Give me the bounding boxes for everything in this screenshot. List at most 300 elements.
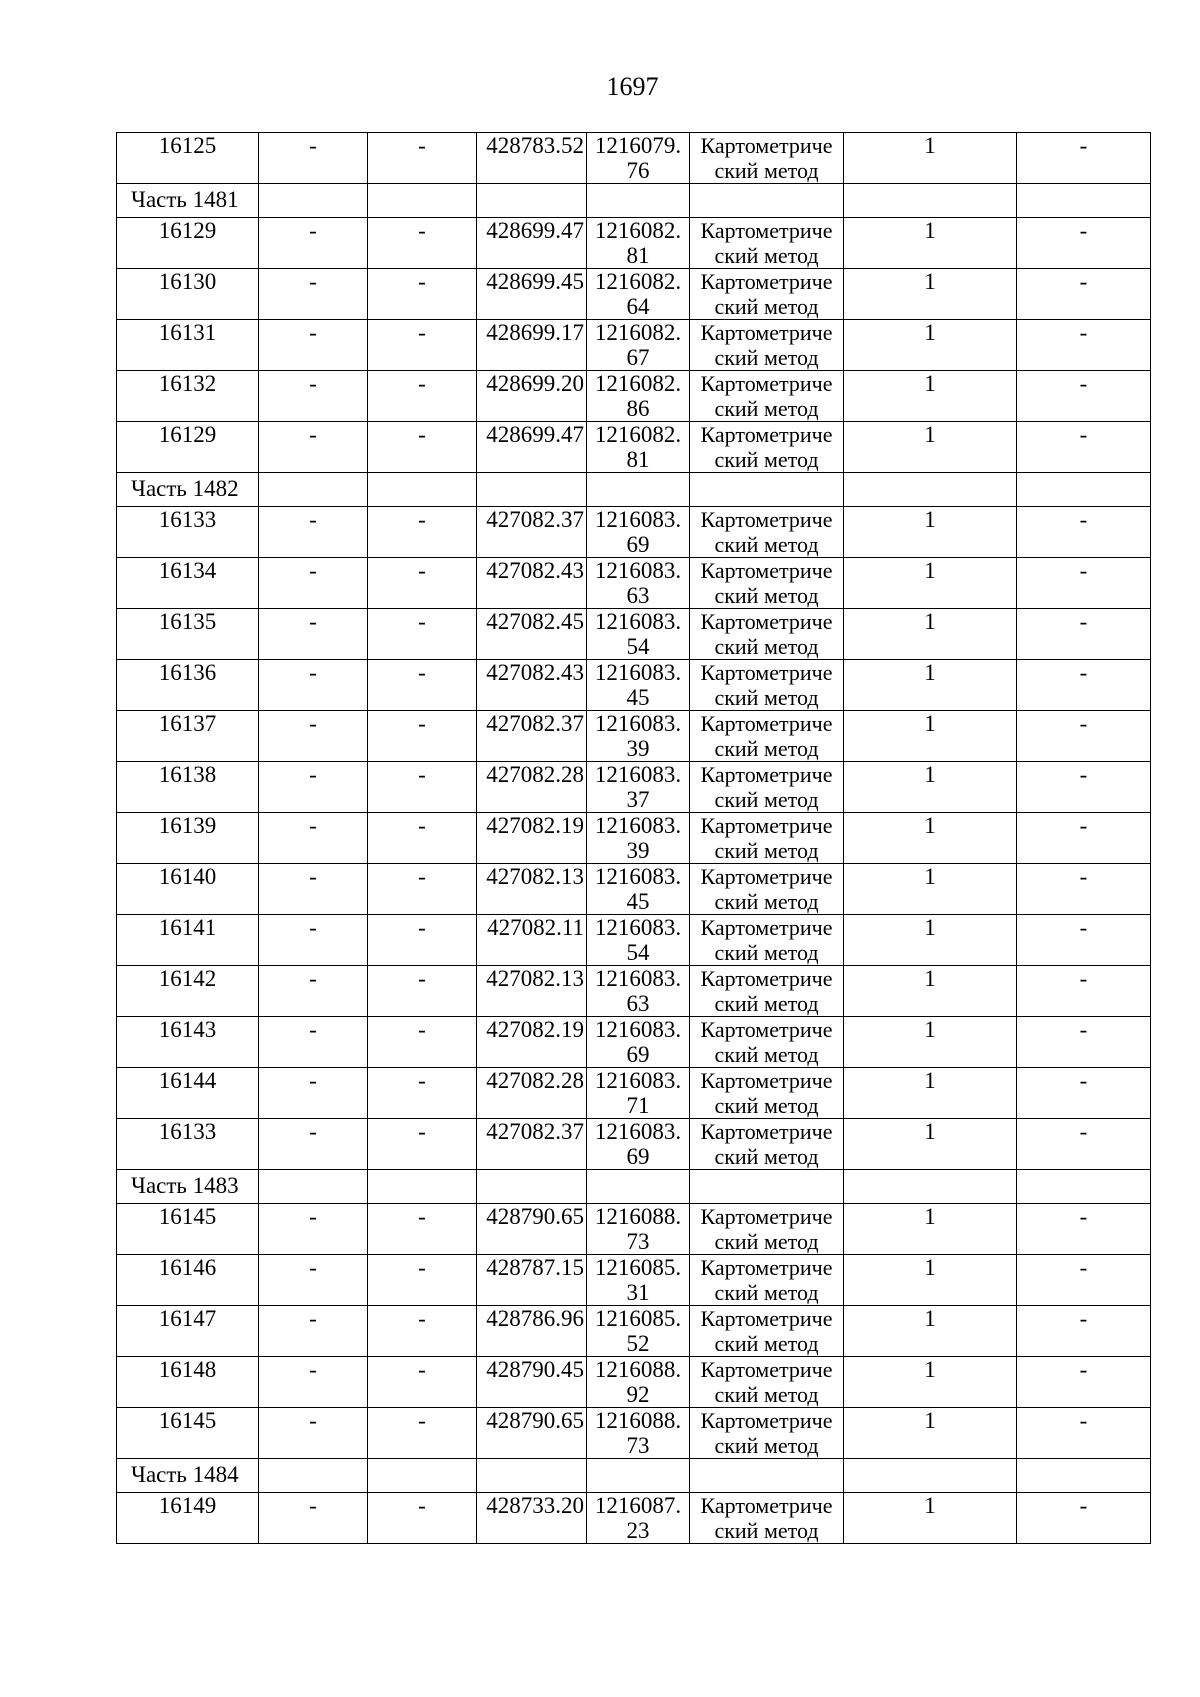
- accuracy-cell: 1: [844, 1493, 1017, 1544]
- y-coordinate-part: 1216083.: [594, 915, 682, 940]
- part-header-row: [117, 1459, 1151, 1493]
- empty-dash-cell: -: [259, 609, 368, 660]
- method-wrap: [690, 133, 843, 183]
- y-coordinate-cell: [587, 422, 690, 473]
- method-text-part: ский метод: [714, 634, 819, 659]
- table-body: [117, 133, 1151, 1544]
- empty-dash-cell: -: [368, 1119, 477, 1170]
- point-number-cell: 16143: [117, 1017, 259, 1068]
- y-coordinate-part: 81: [626, 243, 650, 268]
- method-cell: [690, 660, 844, 711]
- y-coordinate-wrap: [588, 1119, 688, 1169]
- method-text-part: Картометриче: [700, 218, 833, 243]
- empty-cell: [477, 1459, 587, 1493]
- y-coordinate-part: 1216088.: [594, 1408, 682, 1433]
- x-coordinate-cell: 428790.65: [477, 1204, 587, 1255]
- empty-dash-cell: -: [1017, 762, 1151, 813]
- method-text-part: Картометриче: [700, 1204, 833, 1229]
- method-cell: [690, 1017, 844, 1068]
- accuracy-cell: 1: [844, 1255, 1017, 1306]
- accuracy-cell: 1: [844, 1408, 1017, 1459]
- table-row: [117, 1357, 1151, 1408]
- empty-dash-cell: -: [1017, 966, 1151, 1017]
- y-coordinate-part: 39: [626, 838, 650, 863]
- method-cell: [690, 1408, 844, 1459]
- y-coordinate-part: 73: [626, 1433, 650, 1458]
- y-coordinate-part: 52: [626, 1331, 650, 1356]
- y-coordinate-part: 1216082.: [594, 320, 682, 345]
- method-wrap: [690, 218, 843, 268]
- empty-dash-cell: -: [368, 218, 477, 269]
- y-coordinate-wrap: [588, 762, 688, 812]
- y-coordinate-cell: [587, 1017, 690, 1068]
- x-coordinate-cell: 428787.15: [477, 1255, 587, 1306]
- empty-dash-cell: -: [368, 422, 477, 473]
- y-coordinate-wrap: [588, 1493, 688, 1543]
- method-wrap: [690, 1119, 843, 1169]
- y-coordinate-wrap: [588, 864, 688, 914]
- empty-dash-cell: -: [1017, 218, 1151, 269]
- y-coordinate-part: 1216083.: [594, 966, 682, 991]
- method-wrap: [690, 371, 843, 421]
- x-coordinate-cell: 427082.37: [477, 507, 587, 558]
- table-row: [117, 660, 1151, 711]
- y-coordinate-part: 54: [626, 634, 650, 659]
- accuracy-cell: 1: [844, 1119, 1017, 1170]
- method-wrap: [690, 864, 843, 914]
- method-text-part: Картометриче: [700, 660, 833, 685]
- empty-dash-cell: -: [259, 864, 368, 915]
- method-text-part: ский метод: [714, 243, 819, 268]
- table-row: [117, 269, 1151, 320]
- method-text-part: ский метод: [714, 158, 819, 183]
- point-number-cell: 16137: [117, 711, 259, 762]
- y-coordinate-part: 71: [626, 1093, 650, 1118]
- method-text-part: ский метод: [714, 1093, 819, 1118]
- point-number-cell: 16142: [117, 966, 259, 1017]
- y-coordinate-wrap: [588, 915, 688, 965]
- method-cell: [690, 1357, 844, 1408]
- empty-dash-cell: -: [1017, 1357, 1151, 1408]
- x-coordinate-cell: 428699.20: [477, 371, 587, 422]
- point-number-cell: 16133: [117, 1119, 259, 1170]
- empty-dash-cell: -: [259, 1119, 368, 1170]
- point-number-cell: 16144: [117, 1068, 259, 1119]
- x-coordinate-cell: 428790.65: [477, 1408, 587, 1459]
- point-number-cell: 16149: [117, 1493, 259, 1544]
- accuracy-cell: 1: [844, 813, 1017, 864]
- y-coordinate-part: 1216083.: [594, 813, 682, 838]
- accuracy-cell: 1: [844, 558, 1017, 609]
- method-wrap: [690, 507, 843, 557]
- y-coordinate-wrap: [588, 1204, 688, 1254]
- x-coordinate-cell: 427082.28: [477, 1068, 587, 1119]
- empty-dash-cell: -: [259, 507, 368, 558]
- method-cell: [690, 371, 844, 422]
- empty-dash-cell: -: [368, 133, 477, 184]
- part-header-row: [117, 184, 1151, 218]
- y-coordinate-wrap: [588, 133, 688, 183]
- method-text-part: ский метод: [714, 1382, 819, 1407]
- empty-cell: [1017, 473, 1151, 507]
- y-coordinate-part: 1216083.: [594, 1119, 682, 1144]
- y-coordinate-wrap: [588, 422, 688, 472]
- y-coordinate-cell: [587, 762, 690, 813]
- empty-dash-cell: -: [259, 269, 368, 320]
- empty-dash-cell: -: [1017, 1068, 1151, 1119]
- y-coordinate-wrap: [588, 320, 688, 370]
- x-coordinate-cell: 428699.17: [477, 320, 587, 371]
- empty-cell: [368, 184, 477, 218]
- accuracy-cell: 1: [844, 660, 1017, 711]
- method-text-part: ский метод: [714, 532, 819, 557]
- method-cell: [690, 609, 844, 660]
- point-number-cell: 16138: [117, 762, 259, 813]
- x-coordinate-cell: 428786.96: [477, 1306, 587, 1357]
- method-text-part: ский метод: [714, 736, 819, 761]
- method-text-part: ский метод: [714, 396, 819, 421]
- y-coordinate-cell: [587, 711, 690, 762]
- method-cell: [690, 966, 844, 1017]
- part-label: Часть 1481: [117, 184, 259, 218]
- y-coordinate-part: 73: [626, 1229, 650, 1254]
- x-coordinate-cell: 428733.20: [477, 1493, 587, 1544]
- part-header-row: [117, 1170, 1151, 1204]
- empty-dash-cell: -: [368, 1204, 477, 1255]
- empty-cell: [690, 184, 844, 218]
- y-coordinate-part: 1216085.: [594, 1306, 682, 1331]
- empty-dash-cell: -: [1017, 507, 1151, 558]
- y-coordinate-part: 1216088.: [594, 1357, 682, 1382]
- empty-cell: [690, 1459, 844, 1493]
- empty-dash-cell: -: [259, 1493, 368, 1544]
- accuracy-cell: 1: [844, 269, 1017, 320]
- method-cell: [690, 507, 844, 558]
- empty-dash-cell: -: [259, 558, 368, 609]
- x-coordinate-cell: 428699.47: [477, 422, 587, 473]
- empty-cell: [259, 1459, 368, 1493]
- empty-dash-cell: -: [368, 320, 477, 371]
- table-row: [117, 320, 1151, 371]
- method-wrap: [690, 1408, 843, 1458]
- empty-cell: [259, 473, 368, 507]
- method-text-part: Картометриче: [700, 133, 833, 158]
- y-coordinate-part: 1216087.: [594, 1493, 682, 1518]
- method-cell: [690, 218, 844, 269]
- method-cell: [690, 1068, 844, 1119]
- empty-cell: [844, 184, 1017, 218]
- empty-cell: [844, 473, 1017, 507]
- accuracy-cell: 1: [844, 711, 1017, 762]
- y-coordinate-part: 1216083.: [594, 711, 682, 736]
- accuracy-cell: 1: [844, 507, 1017, 558]
- point-number-cell: 16129: [117, 422, 259, 473]
- empty-dash-cell: -: [368, 269, 477, 320]
- empty-dash-cell: -: [368, 1068, 477, 1119]
- empty-dash-cell: -: [368, 507, 477, 558]
- method-wrap: [690, 558, 843, 608]
- method-wrap: [690, 1204, 843, 1254]
- method-cell: [690, 422, 844, 473]
- y-coordinate-part: 1216082.: [594, 371, 682, 396]
- y-coordinate-wrap: [588, 813, 688, 863]
- y-coordinate-cell: [587, 609, 690, 660]
- method-text-part: Картометриче: [700, 1068, 833, 1093]
- empty-dash-cell: -: [1017, 711, 1151, 762]
- table-row: [117, 218, 1151, 269]
- point-number-cell: 16146: [117, 1255, 259, 1306]
- y-coordinate-part: 92: [626, 1382, 650, 1407]
- y-coordinate-part: 81: [626, 447, 650, 472]
- method-cell: [690, 1306, 844, 1357]
- y-coordinate-part: 1216083.: [594, 660, 682, 685]
- method-wrap: [690, 269, 843, 319]
- x-coordinate-cell: 427082.28: [477, 762, 587, 813]
- table-row: [117, 1068, 1151, 1119]
- point-number-cell: 16130: [117, 269, 259, 320]
- y-coordinate-cell: [587, 1255, 690, 1306]
- y-coordinate-part: 1216083.: [594, 1068, 682, 1093]
- x-coordinate-cell: 428790.45: [477, 1357, 587, 1408]
- empty-dash-cell: -: [1017, 915, 1151, 966]
- accuracy-cell: 1: [844, 1357, 1017, 1408]
- method-text-part: Картометриче: [700, 915, 833, 940]
- y-coordinate-part: 1216083.: [594, 1017, 682, 1042]
- x-coordinate-cell: 427082.13: [477, 966, 587, 1017]
- y-coordinate-wrap: [588, 1357, 688, 1407]
- empty-dash-cell: -: [368, 711, 477, 762]
- method-text-part: Картометриче: [700, 813, 833, 838]
- empty-dash-cell: -: [368, 609, 477, 660]
- empty-cell: [477, 473, 587, 507]
- y-coordinate-cell: [587, 1119, 690, 1170]
- empty-dash-cell: -: [259, 1204, 368, 1255]
- y-coordinate-part: 39: [626, 736, 650, 761]
- accuracy-cell: 1: [844, 1068, 1017, 1119]
- y-coordinate-part: 69: [626, 1042, 650, 1067]
- y-coordinate-wrap: [588, 609, 688, 659]
- empty-cell: [1017, 1170, 1151, 1204]
- method-wrap: [690, 762, 843, 812]
- point-number-cell: 16125: [117, 133, 259, 184]
- empty-dash-cell: -: [259, 711, 368, 762]
- empty-cell: [587, 1170, 690, 1204]
- point-number-cell: 16135: [117, 609, 259, 660]
- method-wrap: [690, 711, 843, 761]
- table-row: [117, 1017, 1151, 1068]
- empty-cell: [368, 1170, 477, 1204]
- y-coordinate-cell: [587, 133, 690, 184]
- y-coordinate-wrap: [588, 507, 688, 557]
- y-coordinate-wrap: [588, 1306, 688, 1356]
- y-coordinate-cell: [587, 371, 690, 422]
- empty-dash-cell: -: [368, 762, 477, 813]
- empty-dash-cell: -: [368, 660, 477, 711]
- y-coordinate-cell: [587, 966, 690, 1017]
- empty-dash-cell: -: [1017, 269, 1151, 320]
- part-header-row: [117, 473, 1151, 507]
- method-cell: [690, 1119, 844, 1170]
- empty-dash-cell: -: [1017, 133, 1151, 184]
- point-number-cell: 16129: [117, 218, 259, 269]
- method-text-part: ский метод: [714, 1331, 819, 1356]
- empty-dash-cell: -: [368, 1408, 477, 1459]
- y-coordinate-cell: [587, 1068, 690, 1119]
- accuracy-cell: 1: [844, 371, 1017, 422]
- method-text-part: ский метод: [714, 583, 819, 608]
- empty-dash-cell: -: [259, 320, 368, 371]
- table-row: [117, 1408, 1151, 1459]
- empty-dash-cell: -: [368, 915, 477, 966]
- y-coordinate-wrap: [588, 1255, 688, 1305]
- empty-dash-cell: -: [368, 1255, 477, 1306]
- y-coordinate-part: 63: [626, 991, 650, 1016]
- method-text-part: Картометриче: [700, 507, 833, 532]
- table-row: [117, 762, 1151, 813]
- method-text-part: ский метод: [714, 447, 819, 472]
- point-number-cell: 16147: [117, 1306, 259, 1357]
- method-text-part: ский метод: [714, 787, 819, 812]
- method-text-part: Картометриче: [700, 864, 833, 889]
- empty-dash-cell: -: [368, 1306, 477, 1357]
- x-coordinate-cell: 427082.43: [477, 660, 587, 711]
- table-row: [117, 1255, 1151, 1306]
- empty-dash-cell: -: [259, 1255, 368, 1306]
- method-cell: [690, 813, 844, 864]
- x-coordinate-cell: 427082.11: [477, 915, 587, 966]
- empty-cell: [1017, 184, 1151, 218]
- y-coordinate-part: 45: [626, 685, 650, 710]
- method-text-part: Картометриче: [700, 1255, 833, 1280]
- x-coordinate-cell: 427082.37: [477, 1119, 587, 1170]
- x-coordinate-cell: 427082.37: [477, 711, 587, 762]
- empty-dash-cell: -: [259, 966, 368, 1017]
- y-coordinate-part: 23: [626, 1518, 650, 1543]
- y-coordinate-cell: [587, 1204, 690, 1255]
- part-label: Часть 1483: [117, 1170, 259, 1204]
- method-wrap: [690, 966, 843, 1016]
- method-text-part: ский метод: [714, 1280, 819, 1305]
- empty-cell: [477, 184, 587, 218]
- x-coordinate-cell: 428699.47: [477, 218, 587, 269]
- coordinates-table: [116, 132, 1151, 1544]
- method-text-part: ский метод: [714, 1518, 819, 1543]
- empty-cell: [844, 1170, 1017, 1204]
- y-coordinate-wrap: [588, 660, 688, 710]
- method-cell: [690, 711, 844, 762]
- method-wrap: [690, 1255, 843, 1305]
- point-number-cell: 16140: [117, 864, 259, 915]
- empty-dash-cell: -: [259, 1068, 368, 1119]
- point-number-cell: 16139: [117, 813, 259, 864]
- method-wrap: [690, 1493, 843, 1543]
- table-row: [117, 813, 1151, 864]
- method-cell: [690, 133, 844, 184]
- x-coordinate-cell: 428699.45: [477, 269, 587, 320]
- empty-dash-cell: -: [1017, 813, 1151, 864]
- y-coordinate-part: 67: [626, 345, 650, 370]
- point-number-cell: 16145: [117, 1408, 259, 1459]
- empty-cell: [587, 1459, 690, 1493]
- y-coordinate-part: 37: [626, 787, 650, 812]
- x-coordinate-cell: 427082.45: [477, 609, 587, 660]
- empty-dash-cell: -: [1017, 320, 1151, 371]
- method-text-part: ский метод: [714, 889, 819, 914]
- method-wrap: [690, 422, 843, 472]
- y-coordinate-wrap: [588, 269, 688, 319]
- y-coordinate-wrap: [588, 1408, 688, 1458]
- table-row: [117, 133, 1151, 184]
- table-row: [117, 1204, 1151, 1255]
- method-text-part: ский метод: [714, 685, 819, 710]
- point-number-cell: 16141: [117, 915, 259, 966]
- empty-dash-cell: -: [259, 660, 368, 711]
- accuracy-cell: 1: [844, 762, 1017, 813]
- method-wrap: [690, 1306, 843, 1356]
- y-coordinate-wrap: [588, 218, 688, 268]
- y-coordinate-part: 45: [626, 889, 650, 914]
- accuracy-cell: 1: [844, 915, 1017, 966]
- empty-dash-cell: -: [259, 218, 368, 269]
- method-cell: [690, 1255, 844, 1306]
- y-coordinate-part: 69: [626, 532, 650, 557]
- empty-dash-cell: -: [259, 1357, 368, 1408]
- empty-dash-cell: -: [368, 864, 477, 915]
- y-coordinate-cell: [587, 813, 690, 864]
- y-coordinate-part: 1216082.: [594, 422, 682, 447]
- table-row: [117, 1306, 1151, 1357]
- point-number-cell: 16132: [117, 371, 259, 422]
- method-text-part: Картометриче: [700, 1493, 833, 1518]
- empty-dash-cell: -: [368, 966, 477, 1017]
- method-text-part: Картометриче: [700, 762, 833, 787]
- x-coordinate-cell: 427082.43: [477, 558, 587, 609]
- empty-dash-cell: -: [368, 1357, 477, 1408]
- method-text-part: ский метод: [714, 1144, 819, 1169]
- x-coordinate-cell: 428783.52: [477, 133, 587, 184]
- empty-dash-cell: -: [1017, 609, 1151, 660]
- part-label: Часть 1484: [117, 1459, 259, 1493]
- empty-dash-cell: -: [259, 762, 368, 813]
- y-coordinate-cell: [587, 1357, 690, 1408]
- y-coordinate-cell: [587, 507, 690, 558]
- empty-dash-cell: -: [259, 1306, 368, 1357]
- empty-cell: [844, 1459, 1017, 1493]
- empty-dash-cell: -: [259, 813, 368, 864]
- method-cell: [690, 1204, 844, 1255]
- y-coordinate-part: 1216083.: [594, 864, 682, 889]
- empty-dash-cell: -: [259, 133, 368, 184]
- accuracy-cell: 1: [844, 1204, 1017, 1255]
- y-coordinate-part: 1216083.: [594, 507, 682, 532]
- method-cell: [690, 762, 844, 813]
- page-number: 1697: [606, 72, 659, 101]
- empty-dash-cell: -: [368, 371, 477, 422]
- table-row: [117, 711, 1151, 762]
- empty-cell: [587, 184, 690, 218]
- y-coordinate-part: 1216083.: [594, 762, 682, 787]
- y-coordinate-wrap: [588, 1017, 688, 1067]
- y-coordinate-cell: [587, 915, 690, 966]
- method-wrap: [690, 1357, 843, 1407]
- y-coordinate-part: 69: [626, 1144, 650, 1169]
- empty-cell: [690, 473, 844, 507]
- method-text-part: Картометриче: [700, 966, 833, 991]
- y-coordinate-part: 1216083.: [594, 558, 682, 583]
- empty-dash-cell: -: [259, 915, 368, 966]
- y-coordinate-wrap: [588, 966, 688, 1016]
- empty-cell: [368, 1459, 477, 1493]
